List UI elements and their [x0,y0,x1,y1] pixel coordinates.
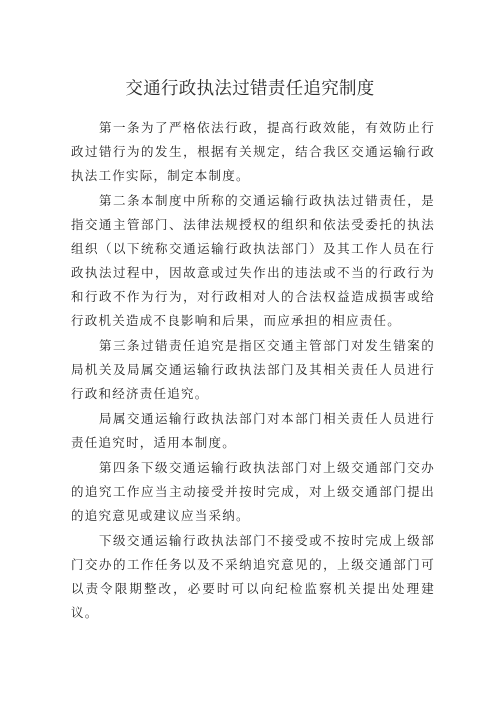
paragraph-article-1: 第一条为了严格依法行政，提高行政效能，有效防止行政过错行为的发生，根据有关规定，结合我区交通运输行政执法工作实际，制定本制度。 [71,120,435,183]
document-title: 交通行政执法过错责任追究制度 [125,79,375,99]
paragraph-article-4-supplement: 下级交通运输行政执法部门不接受或不按时完成上级部门交办的工作任务以及不采纳追究意见的，上级交通部门可以责令限期整改，必要时可以向纪检监察机关提出处理建议。 [71,533,435,620]
document-body [71,116,435,626]
paragraph-article-3-supplement: 局属交通运输行政执法部门对本部门相关责任人员进行责任追究时，适用本制度。 [71,411,435,450]
paragraph-article-2: 第二条本制度中所称的交通运输行政执法过错责任，是指交通主管部门、法律法规授权的组织和依法受委托的执法组织（以下统称交通运输行政执法部门）及其工作人员在行政执法过程中，因故意或过失作出的违法或不当的行政行为和行政不作为行为，对行政相对人的合法权益造成损害或给行政机关造成不良影响和后果，而应承担的相应责任。 [71,193,435,328]
paragraph-article-4: 第四条下级交通运输行政执法部门对上级交通部门交办的追究工作应当主动接受并按时完成，对上级交通部门提出的追究意见或建议应当采纳。 [71,460,435,523]
paragraph-article-3: 第三条过错责任追究是指区交通主管部门对发生错案的局机关及局属交通运输行政执法部门及其相关责任人员进行行政和经济责任追究。 [71,338,435,401]
